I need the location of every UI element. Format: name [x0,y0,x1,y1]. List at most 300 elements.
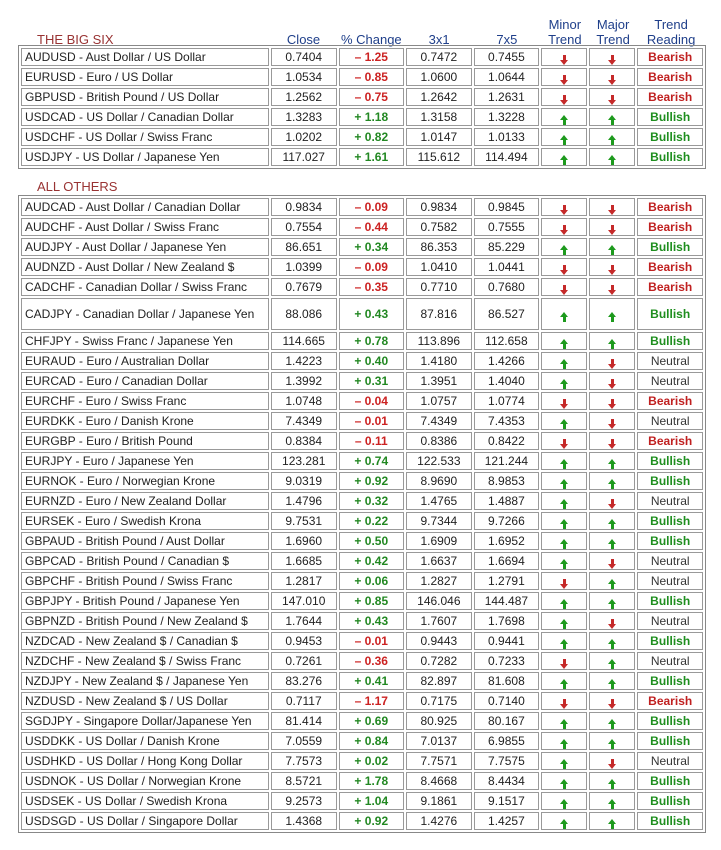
close-cell: 117.027 [271,148,337,166]
pair-name-cell: EURAUD - Euro / Australian Dollar [21,352,269,370]
table-row [21,812,703,830]
arrow-up-icon [560,559,568,564]
pair-name-cell: NZDJPY - New Zealand $ / Japanese Yen [21,672,269,690]
pair-name-cell: EURUSD - Euro / US Dollar [21,68,269,86]
value-3x1-cell: 86.353 [406,238,472,256]
value-3x1-cell: 1.0410 [406,258,472,276]
close-cell: 9.2573 [271,792,337,810]
arrow-up-icon [560,539,568,544]
arrow-up-icon [608,659,616,664]
arrow-down-icon [560,290,568,295]
value-3x1-cell: 87.816 [406,298,472,330]
major-trend-cell [589,128,635,146]
trend-reading-cell: Bearish [637,258,703,276]
change-cell: + 1.78 [339,772,405,790]
pair-name-cell: CADJPY - Canadian Dollar / Japanese Yen [21,298,269,330]
value-3x1-cell: 8.4668 [406,772,472,790]
table-row [21,572,703,590]
minor-trend-cell [541,68,587,86]
change-cell: – 0.09 [339,198,405,216]
close-cell: 1.4368 [271,812,337,830]
close-cell: 86.651 [271,238,337,256]
major-trend-cell [589,298,635,330]
arrow-up-icon [560,519,568,524]
trend-reading-cell: Neutral [637,492,703,510]
trend-reading-cell: Neutral [637,352,703,370]
change-cell: + 0.34 [339,238,405,256]
arrow-up-icon [608,579,616,584]
value-3x1-cell: 1.7607 [406,612,472,630]
trend-reading-cell: Bullish [637,712,703,730]
pair-name-cell: CADCHF - Canadian Dollar / Swiss Franc [21,278,269,296]
minor-trend-cell [541,88,587,106]
table-row [21,672,703,690]
table-row [21,712,703,730]
close-cell: 1.3283 [271,108,337,126]
pair-name-cell: NZDCHF - New Zealand $ / Swiss Franc [21,652,269,670]
minor-trend-cell [541,432,587,450]
minor-trend-cell [541,298,587,330]
change-cell: + 1.61 [339,148,405,166]
major-trend-cell [589,412,635,430]
major-trend-cell [589,432,635,450]
arrow-up-icon [608,115,616,120]
pair-name-cell: EURCAD - Euro / Canadian Dollar [21,372,269,390]
major-trend-cell [589,48,635,66]
arrow-up-icon [560,245,568,250]
table-row [21,238,703,256]
arrow-up-icon [560,155,568,160]
value-3x1-cell: 8.9690 [406,472,472,490]
change-cell: + 0.84 [339,732,405,750]
close-cell: 7.4349 [271,412,337,430]
arrow-up-icon [608,459,616,464]
trend-reading-cell: Bearish [637,278,703,296]
minor-trend-cell [541,652,587,670]
trend-reading-cell: Bullish [637,632,703,650]
value-7x5-cell: 6.9855 [474,732,540,750]
close-cell: 1.6685 [271,552,337,570]
arrow-down-icon [608,564,616,569]
close-cell: 0.7261 [271,652,337,670]
minor-trend-cell [541,258,587,276]
value-3x1-cell: 0.7472 [406,48,472,66]
trend-reading-cell: Bearish [637,392,703,410]
table-row [21,732,703,750]
close-cell: 1.0534 [271,68,337,86]
table-row [21,772,703,790]
minor-trend-cell [541,278,587,296]
major-trend-cell [589,352,635,370]
arrow-down-icon [608,444,616,449]
value-3x1-cell: 0.7282 [406,652,472,670]
trend-reading-cell: Bearish [637,692,703,710]
arrow-down-icon [608,100,616,105]
arrow-up-icon [608,639,616,644]
major-trend-cell [589,472,635,490]
arrow-up-icon [560,819,568,824]
change-cell: – 1.17 [339,692,405,710]
close-cell: 1.7644 [271,612,337,630]
value-3x1-cell: 115.612 [406,148,472,166]
change-cell: – 0.75 [339,88,405,106]
value-7x5-cell: 8.4434 [474,772,540,790]
col-header-7x5: 7x5 [496,32,518,47]
pair-name-cell: EURGBP - Euro / British Pound [21,432,269,450]
arrow-up-icon [608,339,616,344]
minor-trend-cell [541,352,587,370]
value-7x5-cell: 81.608 [474,672,540,690]
trend-reading-cell: Bullish [637,332,703,350]
arrow-down-icon [608,384,616,389]
minor-trend-cell [541,472,587,490]
minor-trend-cell [541,372,587,390]
minor-trend-cell [541,592,587,610]
close-cell: 1.0399 [271,258,337,276]
arrow-down-icon [560,704,568,709]
table-row [21,752,703,770]
trend-reading-cell: Bullish [637,732,703,750]
value-3x1-cell: 0.7175 [406,692,472,710]
value-3x1-cell: 1.4180 [406,352,472,370]
major-trend-cell [589,592,635,610]
col-header-change: % Change [340,32,402,47]
change-cell: + 0.82 [339,128,405,146]
change-cell: + 0.42 [339,552,405,570]
pair-name-cell: SGDJPY - Singapore Dollar/Japanese Yen [21,712,269,730]
pair-name-cell: USDCHF - US Dollar / Swiss Franc [21,128,269,146]
value-3x1-cell: 1.6637 [406,552,472,570]
major-trend-cell [589,552,635,570]
value-3x1-cell: 0.7582 [406,218,472,236]
change-cell: + 0.69 [339,712,405,730]
value-7x5-cell: 1.2631 [474,88,540,106]
change-cell: + 0.32 [339,492,405,510]
arrow-down-icon [608,424,616,429]
arrow-up-icon [560,359,568,364]
trend-reading-cell: Bullish [637,128,703,146]
pair-name-cell: NZDCAD - New Zealand $ / Canadian $ [21,632,269,650]
major-trend-cell [589,692,635,710]
value-7x5-cell: 9.1517 [474,792,540,810]
arrow-up-icon [560,799,568,804]
major-trend-cell [589,492,635,510]
value-3x1-cell: 0.9443 [406,632,472,650]
change-cell: + 0.43 [339,298,405,330]
value-7x5-cell: 7.7575 [474,752,540,770]
trend-reading-cell: Neutral [637,652,703,670]
change-cell: + 1.04 [339,792,405,810]
arrow-down-icon [608,364,616,369]
trend-reading-cell: Bullish [637,792,703,810]
trend-reading-cell: Bullish [637,148,703,166]
trend-reading-cell: Bearish [637,218,703,236]
change-cell: – 0.85 [339,68,405,86]
value-3x1-cell: 1.0600 [406,68,472,86]
minor-trend-cell [541,48,587,66]
trend-reading-cell: Bullish [637,238,703,256]
change-cell: + 0.50 [339,532,405,550]
value-3x1-cell: 82.897 [406,672,472,690]
major-trend-cell [589,218,635,236]
col-header-minor-trend: Minor Trend [548,17,582,47]
major-trend-cell [589,712,635,730]
pair-name-cell: GBPCAD - British Pound / Canadian $ [21,552,269,570]
close-cell: 0.9453 [271,632,337,650]
arrow-up-icon [560,339,568,344]
arrow-up-icon [608,245,616,250]
value-7x5-cell: 7.4353 [474,412,540,430]
major-trend-cell [589,238,635,256]
arrow-up-icon [608,312,616,317]
pair-name-cell: USDSGD - US Dollar / Singapore Dollar [21,812,269,830]
minor-trend-cell [541,512,587,530]
value-7x5-cell: 0.7233 [474,652,540,670]
value-3x1-cell: 1.2642 [406,88,472,106]
minor-trend-cell [541,108,587,126]
arrow-up-icon [608,599,616,604]
value-3x1-cell: 1.4765 [406,492,472,510]
major-trend-cell [589,452,635,470]
close-cell: 1.2817 [271,572,337,590]
pair-name-cell: USDDKK - US Dollar / Danish Krone [21,732,269,750]
major-trend-cell [589,532,635,550]
trend-reading-cell: Bearish [637,68,703,86]
trend-reading-cell: Neutral [637,572,703,590]
minor-trend-cell [541,792,587,810]
value-3x1-cell: 80.925 [406,712,472,730]
major-trend-cell [589,672,635,690]
arrow-up-icon [560,499,568,504]
col-header-trend-reading: Trend Reading [646,17,696,47]
major-trend-cell [589,332,635,350]
arrow-up-icon [608,519,616,524]
trend-reading-cell: Bullish [637,298,703,330]
major-trend-cell [589,512,635,530]
table-row [21,298,703,330]
pair-name-cell: NZDUSD - New Zealand $ / US Dollar [21,692,269,710]
trend-reading-cell: Neutral [637,552,703,570]
pair-name-cell: AUDCHF - Aust Dollar / Swiss Franc [21,218,269,236]
arrow-down-icon [608,290,616,295]
value-7x5-cell: 85.229 [474,238,540,256]
arrow-up-icon [560,135,568,140]
change-cell: + 0.22 [339,512,405,530]
value-7x5-cell: 0.7140 [474,692,540,710]
pair-name-cell: EURNOK - Euro / Norwegian Krone [21,472,269,490]
change-cell: + 0.85 [339,592,405,610]
pair-name-cell: GBPAUD - British Pound / Aust Dollar [21,532,269,550]
table-row [21,88,703,106]
minor-trend-cell [541,492,587,510]
minor-trend-cell [541,692,587,710]
arrow-down-icon [608,270,616,275]
major-trend-cell [589,652,635,670]
close-cell: 0.9834 [271,198,337,216]
arrow-down-icon [560,584,568,589]
value-3x1-cell: 122.533 [406,452,472,470]
pair-name-cell: GBPCHF - British Pound / Swiss Franc [21,572,269,590]
value-3x1-cell: 1.6909 [406,532,472,550]
minor-trend-cell [541,552,587,570]
major-trend-cell [589,372,635,390]
all-others-table [18,195,706,833]
trend-reading-cell: Neutral [637,752,703,770]
minor-trend-cell [541,572,587,590]
arrow-up-icon [560,719,568,724]
value-7x5-cell: 9.7266 [474,512,540,530]
change-cell: – 0.01 [339,412,405,430]
minor-trend-cell [541,672,587,690]
pair-name-cell: AUDCAD - Aust Dollar / Canadian Dollar [21,198,269,216]
pair-name-cell: AUDUSD - Aust Dollar / US Dollar [21,48,269,66]
value-7x5-cell: 112.658 [474,332,540,350]
change-cell: + 0.41 [339,672,405,690]
change-cell: – 0.44 [339,218,405,236]
table-row [21,592,703,610]
major-trend-cell [589,68,635,86]
arrow-up-icon [560,379,568,384]
arrow-down-icon [608,404,616,409]
change-cell: – 0.09 [339,258,405,276]
arrow-down-icon [560,230,568,235]
arrow-down-icon [560,270,568,275]
value-7x5-cell: 0.7455 [474,48,540,66]
close-cell: 0.7679 [271,278,337,296]
minor-trend-cell [541,712,587,730]
arrow-down-icon [560,80,568,85]
table-row [21,218,703,236]
value-3x1-cell: 1.0147 [406,128,472,146]
close-cell: 88.086 [271,298,337,330]
pair-name-cell: EURJPY - Euro / Japanese Yen [21,452,269,470]
trend-reading-cell: Bearish [637,198,703,216]
change-cell: – 0.36 [339,652,405,670]
major-trend-cell [589,278,635,296]
section-title-all-others: ALL OTHERS [37,179,118,194]
pair-name-cell: USDNOK - US Dollar / Norwegian Krone [21,772,269,790]
arrow-up-icon [608,739,616,744]
arrow-down-icon [560,444,568,449]
trend-reading-cell: Bullish [637,452,703,470]
value-7x5-cell: 1.0441 [474,258,540,276]
pair-name-cell: USDJPY - US Dollar / Japanese Yen [21,148,269,166]
major-trend-cell [589,632,635,650]
arrow-down-icon [560,210,568,215]
value-7x5-cell: 1.4257 [474,812,540,830]
value-7x5-cell: 1.6694 [474,552,540,570]
arrow-up-icon [608,779,616,784]
arrow-up-icon [608,719,616,724]
table-row [21,278,703,296]
minor-trend-cell [541,128,587,146]
change-cell: – 0.01 [339,632,405,650]
major-trend-cell [589,258,635,276]
trend-reading-cell: Bearish [637,432,703,450]
value-7x5-cell: 1.4040 [474,372,540,390]
table-row [21,258,703,276]
arrow-up-icon [608,679,616,684]
table-row [21,352,703,370]
table-row [21,512,703,530]
minor-trend-cell [541,612,587,630]
minor-trend-cell [541,392,587,410]
pair-name-cell: CHFJPY - Swiss Franc / Japanese Yen [21,332,269,350]
value-3x1-cell: 0.7710 [406,278,472,296]
value-7x5-cell: 1.0774 [474,392,540,410]
value-7x5-cell: 1.0133 [474,128,540,146]
arrow-down-icon [608,764,616,769]
trend-reading-cell: Bullish [637,532,703,550]
table-row [21,48,703,66]
major-trend-cell [589,108,635,126]
close-cell: 0.8384 [271,432,337,450]
pair-name-cell: GBPNZD - British Pound / New Zealand $ [21,612,269,630]
change-cell: + 0.43 [339,612,405,630]
close-cell: 147.010 [271,592,337,610]
table-row [21,692,703,710]
trend-reading-cell: Bullish [637,592,703,610]
value-3x1-cell: 7.7571 [406,752,472,770]
minor-trend-cell [541,632,587,650]
value-3x1-cell: 7.0137 [406,732,472,750]
arrow-up-icon [608,479,616,484]
minor-trend-cell [541,198,587,216]
close-cell: 81.414 [271,712,337,730]
close-cell: 0.7554 [271,218,337,236]
arrow-up-icon [560,619,568,624]
arrow-up-icon [560,599,568,604]
arrow-up-icon [560,679,568,684]
arrow-up-icon [608,155,616,160]
col-header-close: Close [286,32,321,47]
major-trend-cell [589,88,635,106]
trend-reading-cell: Bullish [637,108,703,126]
close-cell: 0.7117 [271,692,337,710]
arrow-down-icon [560,100,568,105]
arrow-up-icon [560,419,568,424]
value-3x1-cell: 1.3158 [406,108,472,126]
table-row [21,198,703,216]
change-cell: + 0.74 [339,452,405,470]
pair-name-cell: EURCHF - Euro / Swiss Franc [21,392,269,410]
pair-name-cell: EURNZD - Euro / New Zealand Dollar [21,492,269,510]
close-cell: 1.4223 [271,352,337,370]
value-7x5-cell: 0.9441 [474,632,540,650]
value-7x5-cell: 1.4266 [474,352,540,370]
table-row [21,552,703,570]
arrow-down-icon [608,60,616,65]
close-cell: 123.281 [271,452,337,470]
table-row [21,392,703,410]
arrow-down-icon [608,624,616,629]
value-3x1-cell: 1.0757 [406,392,472,410]
pair-name-cell: USDHKD - US Dollar / Hong Kong Dollar [21,752,269,770]
section-title-big-six: THE BIG SIX [37,32,114,47]
arrow-up-icon [560,312,568,317]
table-row [21,632,703,650]
change-cell: + 0.06 [339,572,405,590]
col-header-3x1: 3x1 [428,32,450,47]
close-cell: 1.2562 [271,88,337,106]
table-row [21,68,703,86]
minor-trend-cell [541,452,587,470]
minor-trend-cell [541,332,587,350]
trend-reading-cell: Bearish [637,48,703,66]
pair-name-cell: AUDNZD - Aust Dollar / New Zealand $ [21,258,269,276]
value-7x5-cell: 8.9853 [474,472,540,490]
value-3x1-cell: 7.4349 [406,412,472,430]
